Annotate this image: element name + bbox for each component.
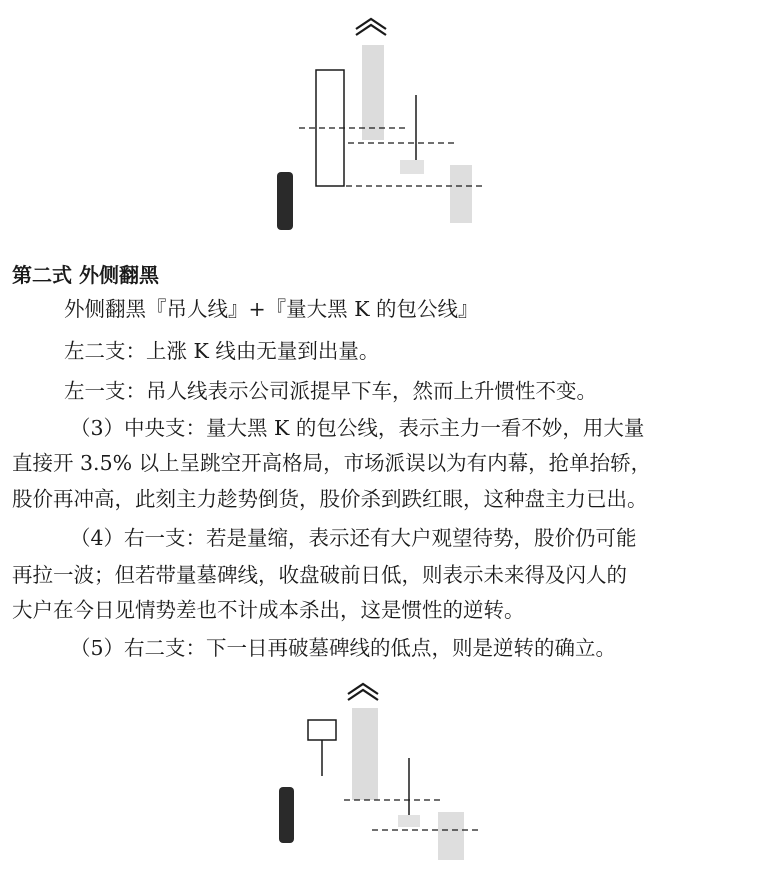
text-line: （3）中央支：量大黑 K 的包公线，表示主力一看不妙，用大量 (70, 416, 645, 440)
candlestick-figure-bottom (0, 670, 758, 870)
text-line: 直接开 3.5% 以上呈跳空开高格局，市场派误以为有内幕，抢单抬轿， (12, 451, 652, 475)
black-candle-left-two (279, 787, 294, 843)
text-line: 左二支：上涨 K 线由无量到出量。 (64, 339, 380, 363)
candlestick-figure-top (0, 0, 758, 250)
candlestick-diagram-top (0, 0, 758, 250)
faded-candle-right-one (400, 160, 424, 174)
text-line: 再拉一波；但若带量墓碑线，收盘破前日低，则表示未来得及闪人的 (12, 563, 627, 587)
hanging-man-body (308, 720, 336, 740)
text-line: 大户在今日见情势差也不计成本杀出，这是惯性的逆转。 (12, 598, 525, 622)
faded-candle-right-two (450, 165, 472, 223)
black-candle-left-two (277, 172, 293, 230)
text-line: 外侧翻黑『吊人线』+『量大黑 K 的包公线』 (64, 297, 479, 321)
candlestick-diagram-bottom (0, 670, 758, 870)
faded-candle-right-one (398, 815, 420, 827)
text-line: 股价再冲高，此刻主力趁势倒货，股价杀到跌红眼，这种盘主力已出。 (12, 487, 648, 511)
section-heading: 第二式 外侧翻黑 (12, 263, 159, 287)
faded-candle-right-two (438, 812, 464, 860)
text-line: （4）右一支：若是量缩，表示还有大户观望待势，股价仍可能 (70, 526, 637, 550)
faded-candle-central (362, 45, 384, 140)
faded-candle-central (352, 708, 378, 800)
text-line: （5）右二支：下一日再破墓碑线的低点，则是逆转的确立。 (70, 636, 617, 660)
text-line: 左一支：吊人线表示公司派提早下车，然而上升惯性不变。 (64, 379, 597, 403)
